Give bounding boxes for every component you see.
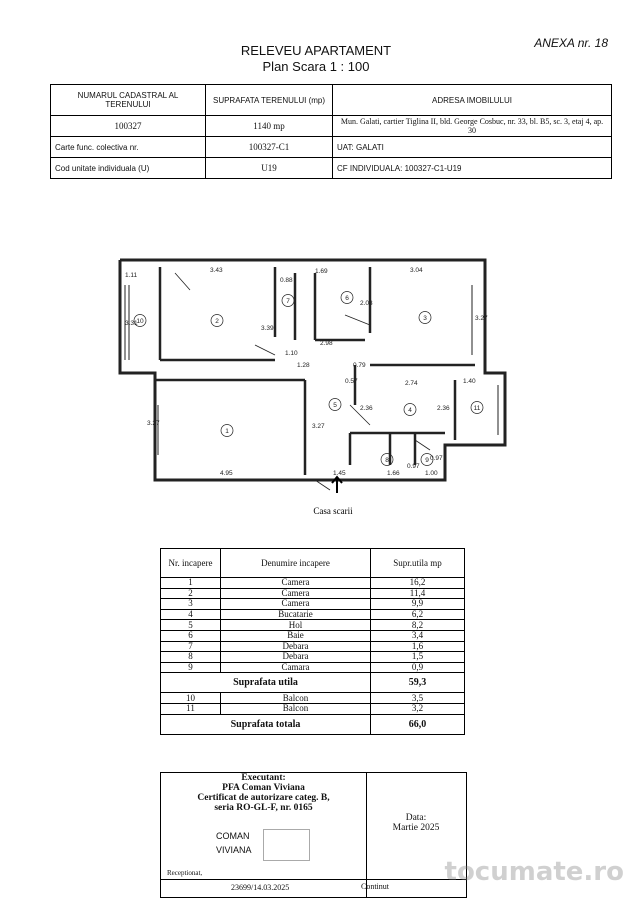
cell-area: 3,2 — [371, 703, 465, 714]
cell-name: Debara — [221, 641, 371, 652]
cell-name: Baie — [221, 630, 371, 641]
cell-area: 8,2 — [371, 620, 465, 631]
room-label: 10 — [136, 318, 144, 325]
plan-dimension: 1.00 — [425, 470, 438, 477]
room-label: 6 — [345, 295, 349, 302]
cell-nr: 1 — [161, 578, 221, 589]
cell-nr: 11 — [161, 703, 221, 714]
plan-dimension: 3.27 — [475, 315, 488, 322]
plan-dimension: 1.40 — [463, 378, 476, 385]
col-area-header: Supr.utila mp — [371, 549, 465, 578]
watermark: tocumate.ro — [444, 857, 624, 887]
room-label: 8 — [385, 457, 389, 464]
plan-dimension: 1.11 — [125, 272, 138, 279]
room-label: 5 — [333, 402, 337, 409]
stamp-seal-icon — [263, 829, 310, 861]
table-row — [161, 693, 465, 704]
plan-dimension: 3.39 — [261, 325, 274, 332]
util-value: 59,3 — [371, 673, 465, 693]
plan-dimension: 0.79 — [353, 362, 366, 369]
cadastral-value: 100327 — [51, 116, 206, 137]
plan-dimension: 0.97 — [430, 455, 443, 462]
area-header: SUPRAFATA TERENULUI (mp) — [206, 85, 333, 116]
document-title: RELEVEU APARTAMENT — [240, 43, 392, 58]
executant-name: PFA Coman Viviana — [222, 783, 305, 793]
table-row — [161, 652, 465, 663]
table-row — [161, 588, 465, 599]
room-label: 1 — [225, 428, 229, 435]
annex-number: ANEXA nr. 18 — [534, 36, 608, 50]
cell-name: Balcon — [221, 693, 371, 704]
footer-box — [160, 772, 467, 898]
plan-walls — [120, 260, 505, 480]
plan-dimension: 4.95 — [220, 470, 233, 477]
cell-name: Balcon — [221, 703, 371, 714]
rooms-table — [160, 548, 465, 735]
table-row — [161, 641, 465, 652]
cell-nr: 9 — [161, 662, 221, 673]
total-label: Suprafata totala — [161, 714, 371, 734]
cell-area: 1,6 — [371, 641, 465, 652]
table-row — [161, 599, 465, 610]
executant-label: Executant: — [241, 773, 286, 783]
date-value: Martie 2025 — [392, 823, 440, 833]
certificate: Certificat de autorizare categ. B, — [197, 793, 330, 803]
plan-dimension: 3.43 — [210, 267, 223, 274]
cell-nr: 6 — [161, 630, 221, 641]
cell-nr: 3 — [161, 599, 221, 610]
table-row — [161, 662, 465, 673]
plan-dimension: 3.04 — [410, 267, 423, 274]
table-row — [161, 630, 465, 641]
room-label: 2 — [215, 318, 219, 325]
cell-area: 6,2 — [371, 609, 465, 620]
table-row — [161, 620, 465, 631]
receipt-value: 23699/14.03.2025 — [231, 883, 290, 892]
room-label: 4 — [408, 407, 412, 414]
total-value: 66,0 — [371, 714, 465, 734]
cell-name: Hol — [221, 620, 371, 631]
plan-dimension: 2.36 — [437, 405, 450, 412]
cell-nr: 2 — [161, 588, 221, 599]
room-labels — [134, 292, 483, 466]
cell-area: 16,2 — [371, 578, 465, 589]
info-table — [50, 84, 612, 179]
table-row — [161, 578, 465, 589]
plan-dimension: 1.45 — [333, 470, 346, 477]
address-value: Mun. Galati, cartier Tiglina II, bld. George Cosbuc, nr. 33, bl. B5, sc. 3, etaj 4, ap. 30 — [333, 116, 612, 137]
plan-dimension: 1.10 — [285, 350, 298, 357]
room-label: 11 — [473, 405, 481, 412]
cell-nr: 4 — [161, 609, 221, 620]
cell-name: Debara — [221, 652, 371, 663]
floor-plan — [115, 255, 515, 525]
cadastral-header: NUMARUL CADASTRAL AL TERENULUI — [51, 85, 206, 116]
cell-area: 3,4 — [371, 630, 465, 641]
cell-area: 11,4 — [371, 588, 465, 599]
carte-label: Carte func. colectiva nr. — [51, 137, 206, 158]
table-row — [161, 703, 465, 714]
cell-area: 9,9 — [371, 599, 465, 610]
room-label: 7 — [286, 298, 290, 305]
plan-dimension: 0.88 — [280, 277, 293, 284]
cell-name: Camera — [221, 588, 371, 599]
cell-area: 3,5 — [371, 693, 465, 704]
plan-dimension: 2.36 — [360, 405, 373, 412]
unit-code-label: Cod unitate individuala (U) — [51, 158, 206, 179]
plan-dimension: 2.74 — [405, 380, 418, 387]
room-label: 9 — [425, 457, 429, 464]
uat-value: UAT: GALATI — [333, 137, 612, 158]
col-nr-header: Nr. incapere — [161, 549, 221, 578]
util-label: Suprafata utila — [161, 673, 371, 693]
content-label: Continut — [361, 882, 390, 891]
date-label: Data: — [405, 813, 427, 823]
cell-area: 1,5 — [371, 652, 465, 663]
entrance-label: Casa scarii — [313, 506, 353, 516]
plan-dimension: 1.69 — [315, 268, 328, 275]
plan-dimension: 3.31 — [125, 320, 138, 327]
cell-area: 0,9 — [371, 662, 465, 673]
cf-value: CF INDIVIDUALA: 100327-C1-U19 — [333, 158, 612, 179]
certificate-series: seria RO-GL-F, nr. 0165 — [214, 803, 313, 813]
plan-dimension: 0.57 — [345, 378, 358, 385]
plan-dimension: 2.03 — [360, 300, 373, 307]
plan-inner-walls — [155, 267, 475, 475]
carte-value: 100327-C1 — [206, 137, 333, 158]
table-row — [161, 609, 465, 620]
plan-dimension: 1.28 — [297, 362, 310, 369]
col-name-header: Denumire incapere — [221, 549, 371, 578]
cell-name: Camera — [221, 578, 371, 589]
cell-name: Camara — [221, 662, 371, 673]
cell-name: Camera — [221, 599, 371, 610]
room-label: 3 — [423, 315, 427, 322]
scale-subtitle: Plan Scara 1 : 100 — [262, 59, 370, 74]
unit-code-value: U19 — [206, 158, 333, 179]
address-header: ADRESA IMOBILULUI — [333, 85, 612, 116]
plan-dimension: 1.66 — [387, 470, 400, 477]
cell-nr: 8 — [161, 652, 221, 663]
plan-dimension: 3.27 — [312, 423, 325, 430]
plan-dimensions — [125, 267, 488, 477]
plan-dimension: 3.27 — [147, 420, 160, 427]
cell-name: Bucatarie — [221, 609, 371, 620]
cell-nr: 7 — [161, 641, 221, 652]
area-value: 1140 mp — [206, 116, 333, 137]
cell-nr: 10 — [161, 693, 221, 704]
plan-dimension: 2.98 — [320, 340, 333, 347]
stamp-line-2: VIVIANA — [216, 845, 252, 855]
plan-dimension: 0.97 — [407, 463, 420, 470]
stamp-line-1: COMAN — [216, 831, 250, 841]
cell-nr: 5 — [161, 620, 221, 631]
receipt-label: Receptionat, — [167, 869, 203, 877]
